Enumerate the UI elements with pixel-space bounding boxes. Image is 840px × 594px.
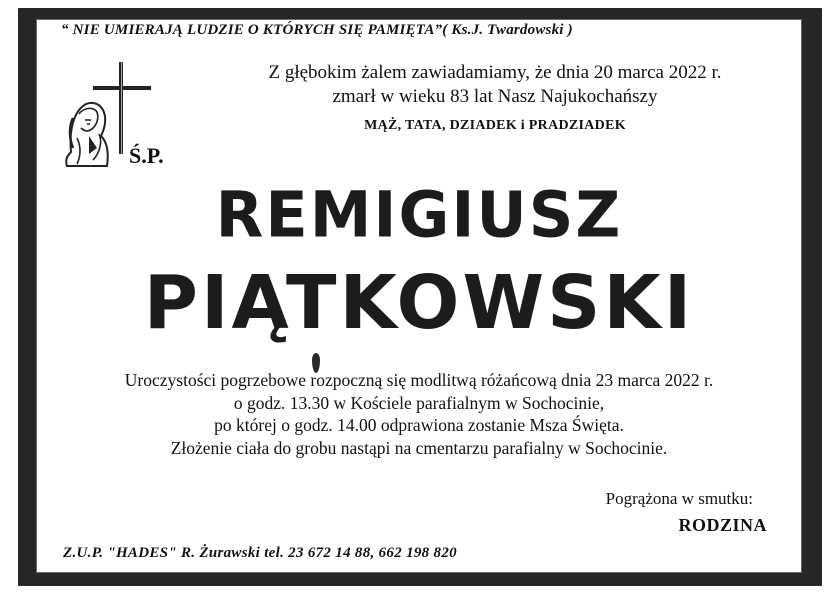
announcement-line: zmarł w wieku 83 lat Nasz Najukochańszy [332,86,658,107]
motto-quote: “ NIE UMIERAJĄ LUDZIE O KTÓRYCH SIĘ PAMIĘTA”( Ks.J. Twardowski ) [61,22,573,38]
funeral-details-line: Uroczystości pogrzebowe rozpoczną się modlitwą różańcową dnia 23 marca 2022 r. [124,370,714,390]
funeral-details-line: Złożenie ciała do grobu nastąpi na cmentarzu parafialny w Sochocinie. [170,437,668,458]
mourning-label: Pogrążona w smutku: [605,489,753,508]
sp-label: Ś.P. [129,143,164,168]
family-signature: RODZINA [678,515,767,535]
deceased-first-name: REMIGIUSZ [215,177,623,252]
announcement [195,61,795,109]
funeral-home-footer: Z.U.P. "HADES" R. Żurawski tel. 23 672 14 88, 662 198 820 [63,545,457,561]
announcement-line: Z głębokim żalem zawiadamiamy, że dnia 20 marca 2022 r. [268,62,722,83]
funeral-details-line: po której o godz. 14.00 odprawiona zostanie Msza Święta. [214,415,624,435]
obituary-card [36,19,802,573]
funeral-details-line: o godz. 13.30 w Kościele parafialnym w Sochocinie, [233,392,605,413]
family-relation: MĄŻ, TATA, DZIADEK i PRADZIADEK [364,118,626,133]
deceased-last-name: PIĄTKOWSKI [143,260,695,346]
funeral-details [37,369,801,459]
